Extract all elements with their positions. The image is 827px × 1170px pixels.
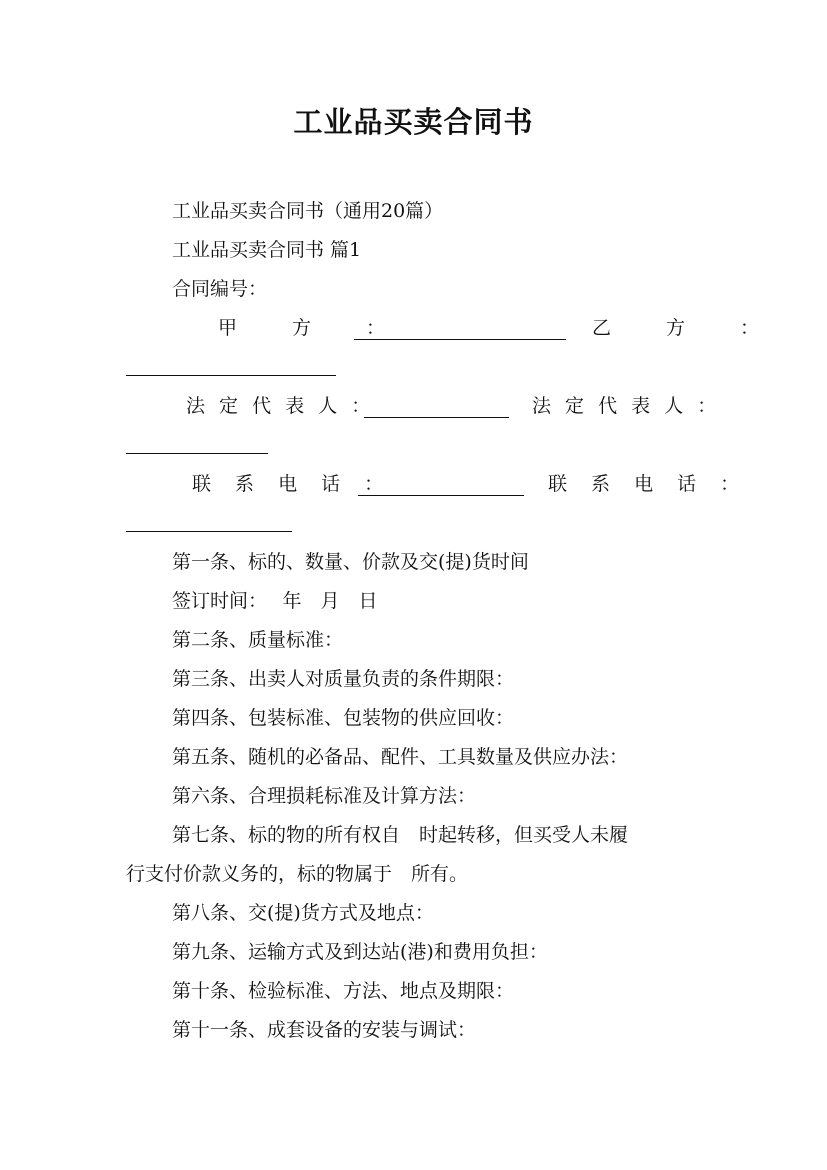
clause-10: 第十条、检验标准、方法、地点及期限： [172, 980, 515, 1002]
clause-5: 第五条、随机的必备品、配件、工具数量及供应办法： [172, 746, 629, 768]
section-heading: 工业品买卖合同书 篇1 [172, 239, 362, 261]
signing-date: 签订时间： 年 月 日 [172, 590, 378, 612]
document-subtitle: 工业品买卖合同书（通用20篇） [172, 200, 444, 222]
party-b-blank [126, 355, 336, 376]
clause-8: 第八条、交(提)货方式及地点： [172, 902, 434, 924]
legal-rep-a-label: 法 定 代 表 人 ： [186, 395, 375, 417]
phone-a-label: 联 系 电 话 ： [192, 473, 393, 495]
document-title: 工业品买卖合同书 [293, 105, 534, 139]
clause-1: 第一条、标的、数量、价款及交(提)货时间 [172, 551, 529, 573]
clause-4: 第四条、包装标准、包装物的供应回收： [172, 707, 515, 729]
clause-9: 第九条、运输方式及到达站(港)和费用负担： [172, 941, 548, 963]
clause-6: 第六条、合理损耗标准及计算方法： [172, 785, 477, 807]
legal-rep-a-blank [364, 397, 509, 418]
clause-3: 第三条、出卖人对质量负责的条件期限： [172, 668, 515, 690]
party-a-blank [354, 319, 566, 340]
clause-7-line-2: 行支付价款义务的，标的物属于 所有。 [126, 863, 469, 885]
phone-b-blank [126, 511, 292, 532]
party-b-label: 乙 方 ： [592, 317, 778, 339]
clause-11: 第十一条、成套设备的安装与调试： [172, 1019, 477, 1041]
clause-7-line-1: 第七条、标的物的所有权自 时起转移，但买受人未履 [172, 824, 629, 846]
legal-rep-b-label: 法 定 代 表 人 ： [532, 395, 721, 417]
party-a-label: 甲 方 ： [218, 317, 404, 339]
clause-2: 第二条、质量标准： [172, 629, 344, 651]
phone-b-label: 联 系 电 话 ： [548, 473, 749, 495]
legal-rep-b-blank [126, 433, 268, 454]
contract-number-label: 合同编号： [172, 278, 268, 300]
phone-a-blank [358, 475, 524, 496]
